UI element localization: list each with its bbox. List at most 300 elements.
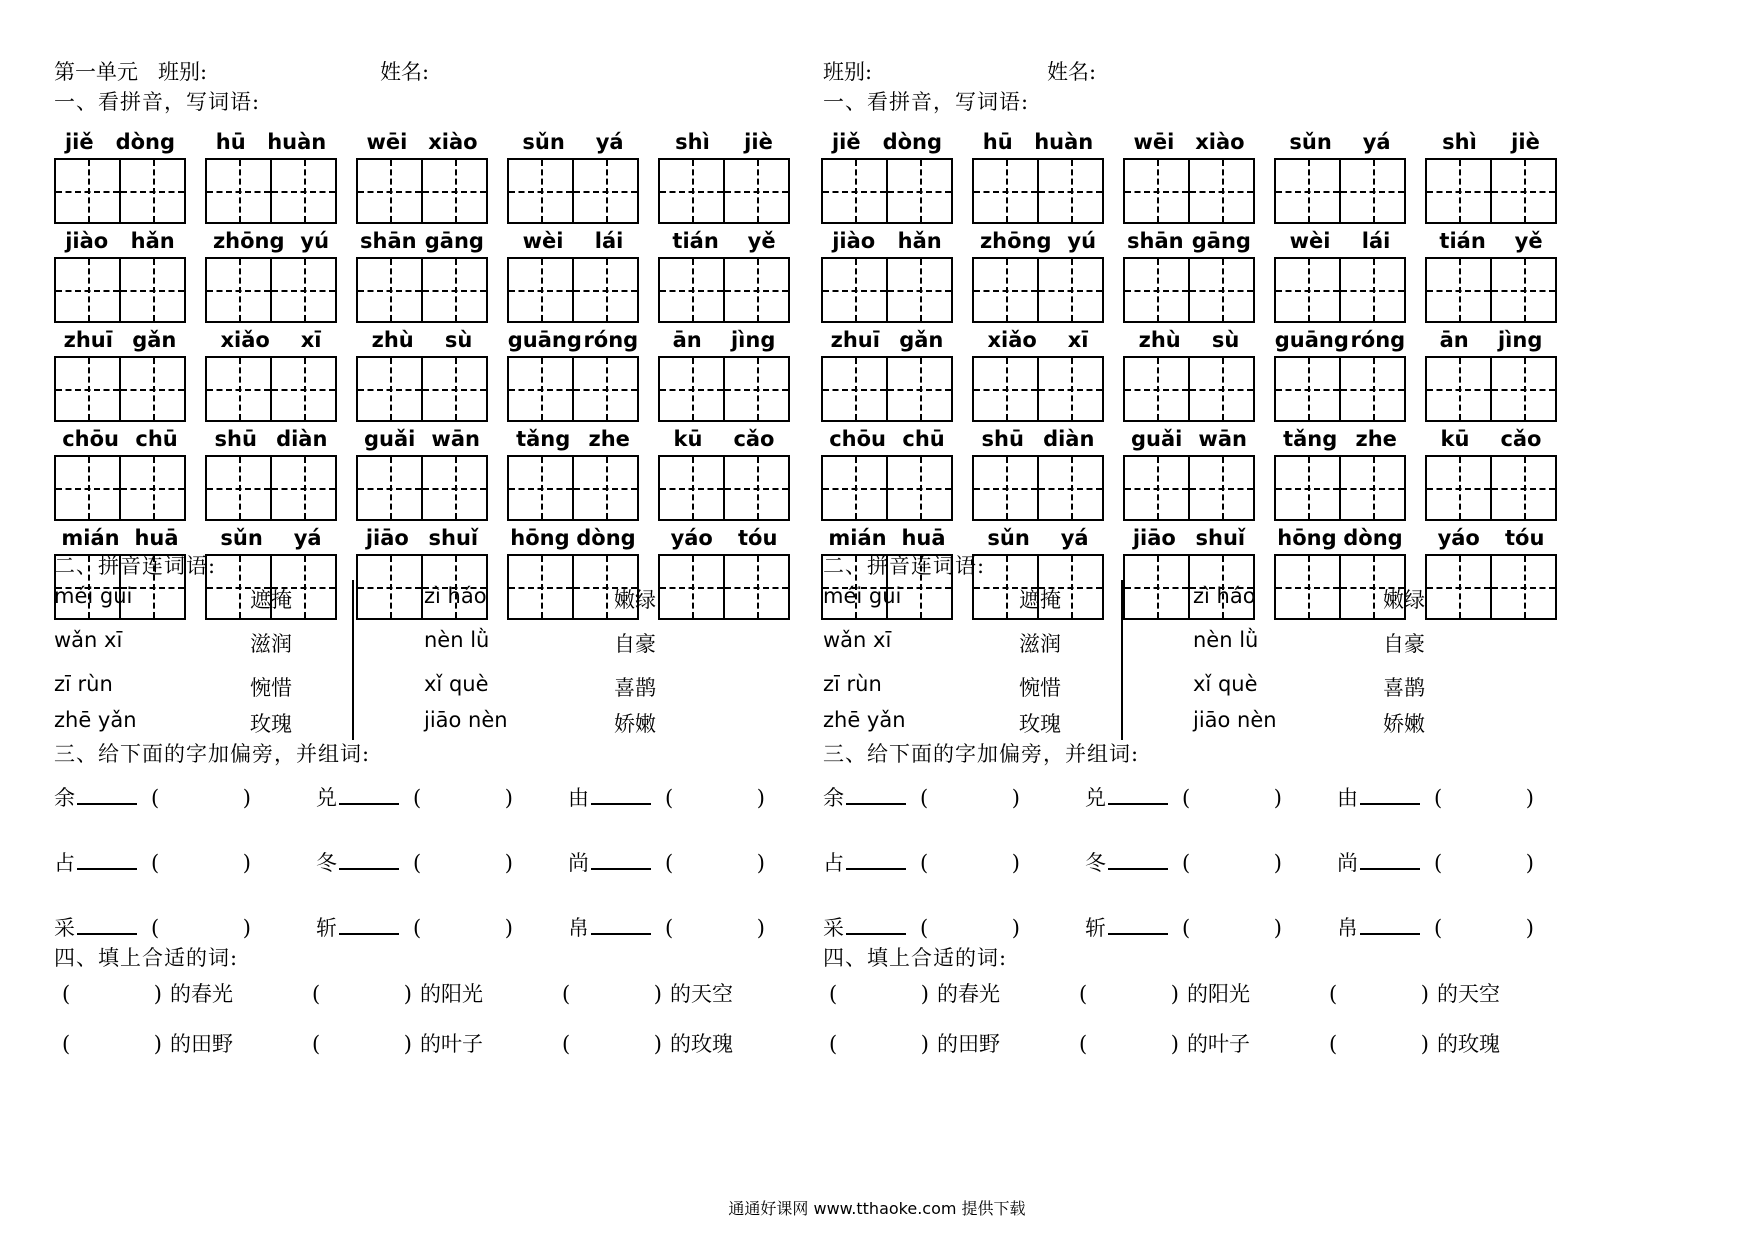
fill-parentheses[interactable] bbox=[1079, 982, 1179, 1006]
match-row bbox=[823, 584, 1503, 614]
word-parentheses[interactable] bbox=[151, 916, 251, 940]
tianzige-boxes[interactable] bbox=[205, 257, 337, 323]
paren-open: ( bbox=[1434, 851, 1443, 875]
tianzige-cell[interactable] bbox=[723, 457, 788, 519]
pinyin-left: méi gui bbox=[54, 584, 133, 608]
tianzige-cell[interactable] bbox=[270, 457, 335, 519]
radical-row bbox=[823, 847, 1583, 912]
fill-row bbox=[62, 978, 782, 1028]
radical-item bbox=[316, 847, 513, 877]
tianzige-cell[interactable] bbox=[1490, 457, 1555, 519]
radical-blank[interactable] bbox=[846, 785, 906, 805]
tianzige-cell[interactable] bbox=[1125, 358, 1188, 420]
tianzige-boxes[interactable] bbox=[658, 455, 790, 521]
pinyin-label bbox=[972, 126, 1104, 154]
tianzige-boxes[interactable] bbox=[356, 158, 488, 224]
word-item bbox=[205, 225, 337, 324]
word-item bbox=[821, 126, 953, 225]
tianzige-cell[interactable] bbox=[421, 457, 486, 519]
paren-open: ( bbox=[312, 1032, 321, 1056]
word-parentheses[interactable] bbox=[151, 786, 251, 810]
tianzige-cell[interactable] bbox=[660, 358, 723, 420]
radical-item bbox=[823, 847, 1020, 877]
word-item bbox=[356, 225, 488, 324]
tianzige-cell[interactable] bbox=[1037, 160, 1102, 222]
pinyin-syllable: tǎng bbox=[516, 427, 571, 451]
tianzige-cell[interactable] bbox=[358, 457, 421, 519]
word-left: 滋润 bbox=[250, 632, 292, 656]
pinyin-right: xǐ què bbox=[1193, 672, 1258, 696]
radical-blank[interactable] bbox=[1360, 915, 1420, 935]
radical-blank[interactable] bbox=[77, 850, 137, 870]
match-row bbox=[54, 672, 734, 702]
tianzige-cell[interactable] bbox=[1125, 457, 1188, 519]
word-parentheses[interactable] bbox=[920, 916, 1020, 940]
radical-item bbox=[54, 782, 251, 812]
radical-blank[interactable] bbox=[339, 785, 399, 805]
pinyin-row bbox=[821, 423, 1561, 522]
tianzige-boxes[interactable] bbox=[658, 257, 790, 323]
tianzige-cell[interactable] bbox=[572, 259, 637, 321]
paren-open: ( bbox=[62, 982, 71, 1006]
paren-close: ) bbox=[242, 851, 251, 875]
fill-parentheses[interactable] bbox=[62, 1032, 162, 1056]
radical-item bbox=[1337, 847, 1534, 877]
paren-close: ) bbox=[653, 982, 662, 1006]
tianzige-cell[interactable] bbox=[421, 259, 486, 321]
word-item bbox=[658, 126, 790, 225]
pinyin-label bbox=[1274, 423, 1406, 451]
word-item bbox=[1274, 126, 1406, 225]
pinyin-syllable: tǎng bbox=[1283, 427, 1338, 451]
tianzige-cell[interactable] bbox=[1276, 160, 1339, 222]
tianzige-boxes[interactable] bbox=[507, 356, 639, 422]
tianzige-cell[interactable] bbox=[1037, 358, 1102, 420]
tianzige-cell[interactable] bbox=[56, 358, 119, 420]
pinyin-syllable: shuǐ bbox=[1195, 526, 1246, 550]
tianzige-cell[interactable] bbox=[572, 457, 637, 519]
section2-title: 二、拼音连词语: bbox=[823, 554, 986, 578]
pinyin-syllable: shān bbox=[1127, 229, 1184, 253]
tianzige-cell[interactable] bbox=[1490, 358, 1555, 420]
word-parentheses[interactable] bbox=[1182, 786, 1282, 810]
footer-credit: 通通好课网 www.tthaoke.com 提供下载 bbox=[728, 1199, 1026, 1218]
pinyin-label bbox=[972, 225, 1104, 253]
word-parentheses[interactable] bbox=[1434, 916, 1534, 940]
tianzige-boxes[interactable] bbox=[1274, 356, 1406, 422]
tianzige-boxes[interactable] bbox=[356, 257, 488, 323]
tianzige-cell[interactable] bbox=[660, 259, 723, 321]
tianzige-cell[interactable] bbox=[660, 160, 723, 222]
paren-open: ( bbox=[665, 916, 674, 940]
fill-item bbox=[62, 1028, 233, 1058]
tianzige-boxes[interactable] bbox=[1274, 158, 1406, 224]
pinyin-syllable: shuǐ bbox=[428, 526, 479, 550]
radical-blank[interactable] bbox=[591, 785, 651, 805]
tianzige-cell[interactable] bbox=[886, 160, 951, 222]
paren-open: ( bbox=[1079, 1032, 1088, 1056]
radical-blank[interactable] bbox=[1108, 850, 1168, 870]
tianzige-boxes[interactable] bbox=[507, 257, 639, 323]
word-parentheses[interactable] bbox=[920, 851, 1020, 875]
tianzige-boxes[interactable] bbox=[54, 257, 186, 323]
word-left: 滋润 bbox=[1019, 632, 1061, 656]
tianzige-cell[interactable] bbox=[1125, 160, 1188, 222]
tianzige-cell[interactable] bbox=[723, 160, 788, 222]
fill-parentheses[interactable] bbox=[1329, 982, 1429, 1006]
pinyin-grid bbox=[821, 126, 1561, 621]
pinyin-left: zhē yǎn bbox=[54, 708, 137, 732]
tianzige-boxes[interactable] bbox=[1123, 158, 1255, 224]
tianzige-cell[interactable] bbox=[1276, 358, 1339, 420]
pinyin-syllable: jiè bbox=[744, 130, 773, 154]
tianzige-cell[interactable] bbox=[1339, 358, 1404, 420]
tianzige-cell[interactable] bbox=[974, 457, 1037, 519]
tianzige-cell[interactable] bbox=[270, 160, 335, 222]
word-right: 自豪 bbox=[614, 632, 656, 656]
fill-parentheses[interactable] bbox=[1329, 1032, 1429, 1056]
fill-parentheses[interactable] bbox=[829, 1032, 929, 1056]
pinyin-label bbox=[1123, 522, 1255, 550]
section3-title: 三、给下面的字加偏旁，并组词: bbox=[823, 742, 1140, 766]
tianzige-cell[interactable] bbox=[974, 160, 1037, 222]
tianzige-boxes[interactable] bbox=[658, 158, 790, 224]
fill-parentheses[interactable] bbox=[829, 982, 929, 1006]
radical-blank[interactable] bbox=[1108, 785, 1168, 805]
fill-phrase: 的春光 bbox=[937, 982, 1000, 1006]
tianzige-cell[interactable] bbox=[1188, 358, 1253, 420]
pinyin-syllable: jiāo bbox=[1132, 526, 1176, 550]
word-parentheses[interactable] bbox=[1182, 851, 1282, 875]
pinyin-label bbox=[821, 423, 953, 451]
fill-parentheses[interactable] bbox=[312, 1032, 412, 1056]
paren-open: ( bbox=[829, 982, 838, 1006]
pinyin-label bbox=[54, 522, 186, 550]
radical-blank[interactable] bbox=[846, 850, 906, 870]
fill-item bbox=[1079, 978, 1250, 1008]
tianzige-boxes[interactable] bbox=[972, 455, 1104, 521]
word-item bbox=[1123, 423, 1255, 522]
pinyin-right: zì háo bbox=[424, 584, 487, 608]
radical-blank[interactable] bbox=[1360, 850, 1420, 870]
tianzige-cell[interactable] bbox=[1427, 259, 1490, 321]
tianzige-cell[interactable] bbox=[1339, 457, 1404, 519]
pinyin-syllable: yáo bbox=[1437, 526, 1480, 550]
word-parentheses[interactable] bbox=[1434, 851, 1534, 875]
word-item bbox=[507, 225, 639, 324]
tianzige-cell[interactable] bbox=[1188, 457, 1253, 519]
pinyin-label bbox=[1123, 423, 1255, 451]
tianzige-cell[interactable] bbox=[1276, 259, 1339, 321]
pinyin-label bbox=[1123, 225, 1255, 253]
tianzige-boxes[interactable] bbox=[972, 356, 1104, 422]
tianzige-cell[interactable] bbox=[1188, 259, 1253, 321]
radical-blank[interactable] bbox=[1108, 915, 1168, 935]
pinyin-syllable: cǎo bbox=[1500, 427, 1542, 451]
tianzige-cell[interactable] bbox=[1188, 160, 1253, 222]
tianzige-boxes[interactable] bbox=[507, 455, 639, 521]
tianzige-cell[interactable] bbox=[509, 457, 572, 519]
fill-item bbox=[562, 978, 733, 1008]
tianzige-cell[interactable] bbox=[660, 457, 723, 519]
word-parentheses[interactable] bbox=[413, 851, 513, 875]
pinyin-syllable: mián bbox=[828, 526, 887, 550]
radical-blank[interactable] bbox=[1360, 785, 1420, 805]
word-right: 自豪 bbox=[1383, 632, 1425, 656]
tianzige-cell[interactable] bbox=[1339, 160, 1404, 222]
paren-close: ) bbox=[1420, 982, 1429, 1006]
word-parentheses[interactable] bbox=[413, 786, 513, 810]
paren-close: ) bbox=[1011, 786, 1020, 810]
pinyin-syllable: jiāo bbox=[365, 526, 409, 550]
pinyin-label bbox=[205, 126, 337, 154]
tianzige-cell[interactable] bbox=[358, 160, 421, 222]
pinyin-row bbox=[54, 324, 794, 423]
pinyin-syllable: yá bbox=[595, 130, 624, 154]
fill-row bbox=[62, 1028, 782, 1078]
fill-item bbox=[829, 978, 1000, 1008]
pinyin-label bbox=[821, 522, 953, 550]
word-parentheses[interactable] bbox=[665, 916, 765, 940]
radical-blank[interactable] bbox=[846, 915, 906, 935]
fill-parentheses[interactable] bbox=[1079, 1032, 1179, 1056]
pinyin-label bbox=[54, 126, 186, 154]
tianzige-cell[interactable] bbox=[119, 160, 184, 222]
tianzige-cell[interactable] bbox=[1490, 160, 1555, 222]
tianzige-cell[interactable] bbox=[421, 358, 486, 420]
pinyin-syllable: sǔn bbox=[1289, 130, 1332, 154]
pinyin-syllable: shū bbox=[981, 427, 1024, 451]
tianzige-boxes[interactable] bbox=[205, 158, 337, 224]
pinyin-syllable: tián bbox=[672, 229, 719, 253]
word-parentheses[interactable] bbox=[413, 916, 513, 940]
word-left: 遮掩 bbox=[250, 588, 292, 612]
radical-item bbox=[54, 912, 251, 942]
tianzige-boxes[interactable] bbox=[1425, 455, 1557, 521]
word-left: 遮掩 bbox=[1019, 588, 1061, 612]
fill-phrase: 的田野 bbox=[170, 1032, 233, 1056]
pinyin-label bbox=[507, 522, 639, 550]
paren-open: ( bbox=[920, 916, 929, 940]
tianzige-cell[interactable] bbox=[886, 358, 951, 420]
pinyin-syllable: guāng bbox=[507, 328, 582, 352]
tianzige-boxes[interactable] bbox=[205, 356, 337, 422]
word-parentheses[interactable] bbox=[1182, 916, 1282, 940]
tianzige-cell[interactable] bbox=[509, 358, 572, 420]
tianzige-cell[interactable] bbox=[56, 160, 119, 222]
tianzige-boxes[interactable] bbox=[1274, 455, 1406, 521]
pinyin-syllable: wān bbox=[431, 427, 480, 451]
tianzige-cell[interactable] bbox=[1037, 259, 1102, 321]
tianzige-cell[interactable] bbox=[207, 259, 270, 321]
pinyin-label bbox=[1425, 423, 1557, 451]
pinyin-syllable: shān bbox=[360, 229, 417, 253]
tianzige-cell[interactable] bbox=[207, 457, 270, 519]
tianzige-cell[interactable] bbox=[1125, 259, 1188, 321]
pinyin-syllable: guǎi bbox=[1131, 427, 1183, 451]
pinyin-label bbox=[1123, 324, 1255, 352]
paren-open: ( bbox=[62, 1032, 71, 1056]
fill-parentheses[interactable] bbox=[312, 982, 412, 1006]
tianzige-cell[interactable] bbox=[1427, 160, 1490, 222]
fill-phrase: 的田野 bbox=[937, 1032, 1000, 1056]
word-parentheses[interactable] bbox=[665, 786, 765, 810]
tianzige-cell[interactable] bbox=[823, 457, 886, 519]
radical-blank[interactable] bbox=[339, 915, 399, 935]
tianzige-cell[interactable] bbox=[886, 259, 951, 321]
pinyin-syllable: wēi bbox=[366, 130, 408, 154]
tianzige-boxes[interactable] bbox=[54, 158, 186, 224]
tianzige-cell[interactable] bbox=[823, 259, 886, 321]
radical-item bbox=[1337, 912, 1534, 942]
word-left: 惋惜 bbox=[1019, 676, 1061, 700]
tianzige-boxes[interactable] bbox=[205, 455, 337, 521]
tianzige-boxes[interactable] bbox=[1425, 158, 1557, 224]
tianzige-boxes[interactable] bbox=[356, 356, 488, 422]
pinyin-syllable: yú bbox=[300, 229, 330, 253]
word-parentheses[interactable] bbox=[665, 851, 765, 875]
radical-blank[interactable] bbox=[339, 850, 399, 870]
fill-parentheses[interactable] bbox=[62, 982, 162, 1006]
tianzige-cell[interactable] bbox=[1037, 457, 1102, 519]
fill-phrase: 的玫瑰 bbox=[670, 1032, 733, 1056]
tianzige-cell[interactable] bbox=[974, 358, 1037, 420]
pinyin-row bbox=[821, 225, 1561, 324]
tianzige-cell[interactable] bbox=[119, 358, 184, 420]
pinyin-syllable: xiǎo bbox=[220, 328, 270, 352]
word-item bbox=[972, 126, 1104, 225]
fill-row bbox=[829, 1028, 1549, 1078]
paren-open: ( bbox=[312, 982, 321, 1006]
word-right: 喜鹊 bbox=[614, 676, 656, 700]
tianzige-cell[interactable] bbox=[886, 457, 951, 519]
match-row bbox=[54, 708, 734, 738]
tianzige-boxes[interactable] bbox=[356, 455, 488, 521]
tianzige-cell[interactable] bbox=[1276, 457, 1339, 519]
tianzige-cell[interactable] bbox=[723, 259, 788, 321]
pinyin-syllable: chōu bbox=[829, 427, 886, 451]
pinyin-syllable: xiǎo bbox=[987, 328, 1037, 352]
word-parentheses[interactable] bbox=[1434, 786, 1534, 810]
pinyin-label bbox=[972, 324, 1104, 352]
pinyin-syllable: gǎn bbox=[899, 328, 944, 352]
tianzige-cell[interactable] bbox=[1339, 259, 1404, 321]
tianzige-boxes[interactable] bbox=[972, 158, 1104, 224]
radical-blank[interactable] bbox=[591, 850, 651, 870]
radical-blank[interactable] bbox=[77, 915, 137, 935]
tianzige-cell[interactable] bbox=[270, 259, 335, 321]
class-label: 班别: bbox=[823, 60, 873, 84]
tianzige-cell[interactable] bbox=[572, 160, 637, 222]
tianzige-cell[interactable] bbox=[723, 358, 788, 420]
pinyin-syllable: chū bbox=[902, 427, 945, 451]
base-character: 由 bbox=[1337, 786, 1358, 810]
tianzige-cell[interactable] bbox=[270, 358, 335, 420]
tianzige-boxes[interactable] bbox=[821, 455, 953, 521]
tianzige-boxes[interactable] bbox=[54, 455, 186, 521]
tianzige-boxes[interactable] bbox=[821, 158, 953, 224]
tianzige-cell[interactable] bbox=[509, 160, 572, 222]
tianzige-cell[interactable] bbox=[974, 259, 1037, 321]
tianzige-cell[interactable] bbox=[358, 358, 421, 420]
pinyin-syllable: xī bbox=[1067, 328, 1089, 352]
fill-parentheses[interactable] bbox=[562, 1032, 662, 1056]
word-item bbox=[658, 324, 790, 423]
tianzige-cell[interactable] bbox=[119, 457, 184, 519]
tianzige-cell[interactable] bbox=[823, 160, 886, 222]
fill-parentheses[interactable] bbox=[562, 982, 662, 1006]
pinyin-syllable: tián bbox=[1439, 229, 1486, 253]
pinyin-syllable: dòng bbox=[576, 526, 636, 550]
word-item bbox=[205, 126, 337, 225]
tianzige-cell[interactable] bbox=[1427, 457, 1490, 519]
tianzige-cell[interactable] bbox=[207, 160, 270, 222]
match-area bbox=[54, 584, 734, 754]
word-parentheses[interactable] bbox=[151, 851, 251, 875]
tianzige-boxes[interactable] bbox=[1123, 455, 1255, 521]
radical-blank[interactable] bbox=[77, 785, 137, 805]
pinyin-syllable: jiào bbox=[832, 229, 876, 253]
tianzige-boxes[interactable] bbox=[821, 356, 953, 422]
pinyin-right: nèn lǜ bbox=[424, 628, 490, 652]
tianzige-boxes[interactable] bbox=[1425, 356, 1557, 422]
tianzige-boxes[interactable] bbox=[1425, 257, 1557, 323]
tianzige-boxes[interactable] bbox=[1274, 257, 1406, 323]
tianzige-boxes[interactable] bbox=[1123, 257, 1255, 323]
pinyin-right: jiāo nèn bbox=[1193, 708, 1277, 732]
pinyin-left: wǎn xī bbox=[54, 628, 123, 652]
tianzige-boxes[interactable] bbox=[658, 356, 790, 422]
tianzige-cell[interactable] bbox=[1427, 358, 1490, 420]
paren-close: ) bbox=[1525, 786, 1534, 810]
word-right: 嫩绿 bbox=[1383, 588, 1425, 612]
base-character: 余 bbox=[823, 786, 844, 810]
tianzige-cell[interactable] bbox=[207, 358, 270, 420]
pinyin-left: zī rùn bbox=[54, 672, 113, 696]
tianzige-cell[interactable] bbox=[119, 259, 184, 321]
paren-close: ) bbox=[1170, 982, 1179, 1006]
paren-close: ) bbox=[1011, 916, 1020, 940]
pinyin-syllable: hū bbox=[215, 130, 246, 154]
base-character: 兑 bbox=[316, 786, 337, 810]
paren-open: ( bbox=[151, 916, 160, 940]
word-item bbox=[658, 423, 790, 522]
paren-close: ) bbox=[756, 851, 765, 875]
pinyin-syllable: yá bbox=[1362, 130, 1391, 154]
tianzige-cell[interactable] bbox=[509, 259, 572, 321]
paren-close: ) bbox=[756, 786, 765, 810]
tianzige-boxes[interactable] bbox=[1123, 356, 1255, 422]
pinyin-syllable: hōng bbox=[510, 526, 570, 550]
tianzige-cell[interactable] bbox=[823, 358, 886, 420]
word-right: 娇嫩 bbox=[614, 712, 656, 736]
pinyin-syllable: yě bbox=[1514, 229, 1543, 253]
tianzige-boxes[interactable] bbox=[821, 257, 953, 323]
tianzige-boxes[interactable] bbox=[54, 356, 186, 422]
word-parentheses[interactable] bbox=[920, 786, 1020, 810]
tianzige-boxes[interactable] bbox=[972, 257, 1104, 323]
tianzige-cell[interactable] bbox=[358, 259, 421, 321]
radical-blank[interactable] bbox=[591, 915, 651, 935]
fill-row bbox=[829, 978, 1549, 1028]
tianzige-cell[interactable] bbox=[421, 160, 486, 222]
tianzige-cell[interactable] bbox=[572, 358, 637, 420]
tianzige-cell[interactable] bbox=[1490, 259, 1555, 321]
tianzige-cell[interactable] bbox=[56, 259, 119, 321]
tianzige-boxes[interactable] bbox=[507, 158, 639, 224]
tianzige-cell[interactable] bbox=[56, 457, 119, 519]
pinyin-row bbox=[54, 225, 794, 324]
